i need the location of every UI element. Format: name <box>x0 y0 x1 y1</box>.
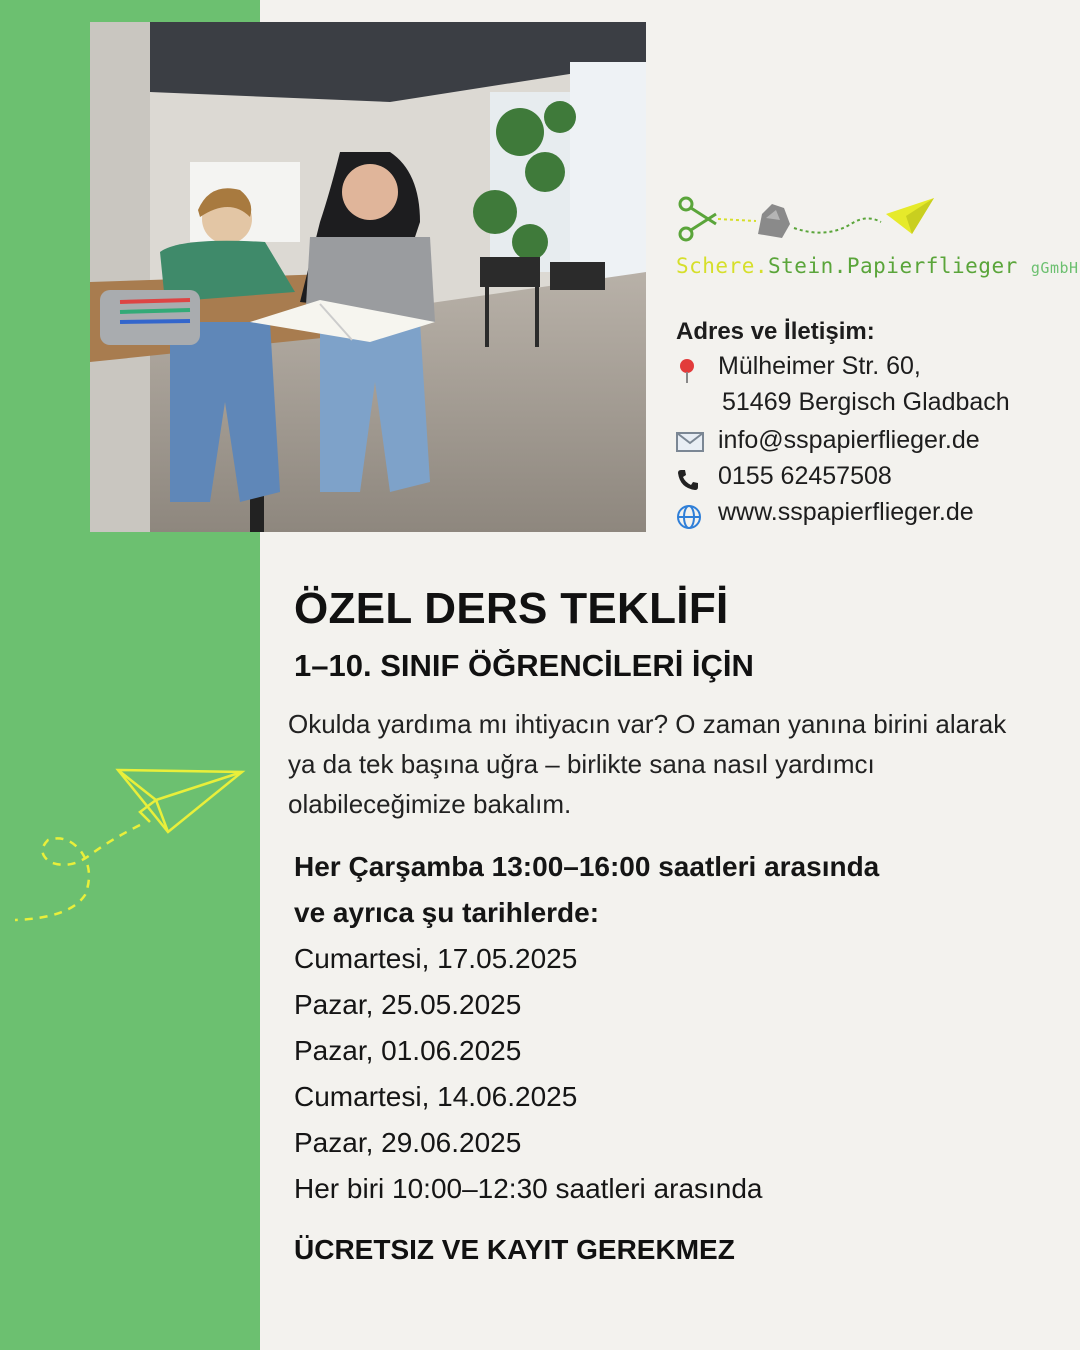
address-line-1: Mülheimer Str. 60, <box>718 352 921 380</box>
stone-icon <box>758 204 790 238</box>
additional-dates-intro: ve ayrıca şu tarihlerde: <box>294 897 600 928</box>
paper-plane-icon <box>886 198 934 234</box>
email-row[interactable] <box>676 426 1056 462</box>
phone-icon <box>676 462 718 492</box>
contact-heading: Adres ve İletişim: <box>676 318 875 345</box>
address-row <box>676 352 1056 388</box>
date-item: Pazar, 29.06.2025 <box>294 1127 522 1158</box>
dates-time-note: Her biri 10:00–12:30 saatleri arasında <box>294 1173 763 1204</box>
logo-wordmark <box>676 254 1079 278</box>
website-row[interactable] <box>676 498 1056 534</box>
date-item: Pazar, 25.05.2025 <box>294 989 522 1020</box>
globe-icon <box>676 498 718 530</box>
free-note: ÜCRETSIZ VE KAYIT GEREKMEZ <box>294 1234 735 1265</box>
phone-number[interactable]: 0155 62457508 <box>718 462 892 490</box>
phone-row[interactable] <box>676 462 1056 498</box>
paper-plane-icon <box>118 770 242 832</box>
contact-block <box>676 318 1056 534</box>
date-item: Cumartesi, 17.05.2025 <box>294 943 578 974</box>
email-link[interactable]: info@sspapierflieger.de <box>718 426 980 454</box>
logo-word-papierflieger: Papierflieger <box>846 254 1018 278</box>
pin-icon <box>676 352 718 384</box>
offer-title: ÖZEL DERS TEKLİFİ <box>294 584 729 633</box>
logo-word-stein: Stein. <box>768 254 847 278</box>
address-line-2: 51469 Bergisch Gladbach <box>722 388 1010 416</box>
date-item: Cumartesi, 14.06.2025 <box>294 1081 578 1112</box>
logo-suffix: gGmbH <box>1030 259 1079 277</box>
website-link[interactable]: www.sspapierflieger.de <box>718 498 974 526</box>
paper-plane-decoration <box>0 760 260 940</box>
scissors-icon <box>680 198 716 240</box>
schedule-block <box>294 844 879 1212</box>
weekly-schedule: Her Çarşamba 13:00–16:00 saatleri arasında <box>294 851 880 882</box>
offer-subtitle: 1–10. SINIF ÖĞRENCİLERİ İÇİN <box>294 648 754 683</box>
date-item: Pazar, 01.06.2025 <box>294 1035 522 1066</box>
offer-intro: Okulda yardıma mı ihtiyacın var? O zaman yanına birini alarak ya da tek başına uğra – birlikte sana nasıl yardımcı olabileceğimize bakalım. <box>288 709 1007 819</box>
tutoring-photo <box>90 22 646 532</box>
company-logo <box>676 194 1079 294</box>
logo-word-schere: Schere. <box>676 254 769 278</box>
envelope-icon <box>676 426 718 452</box>
